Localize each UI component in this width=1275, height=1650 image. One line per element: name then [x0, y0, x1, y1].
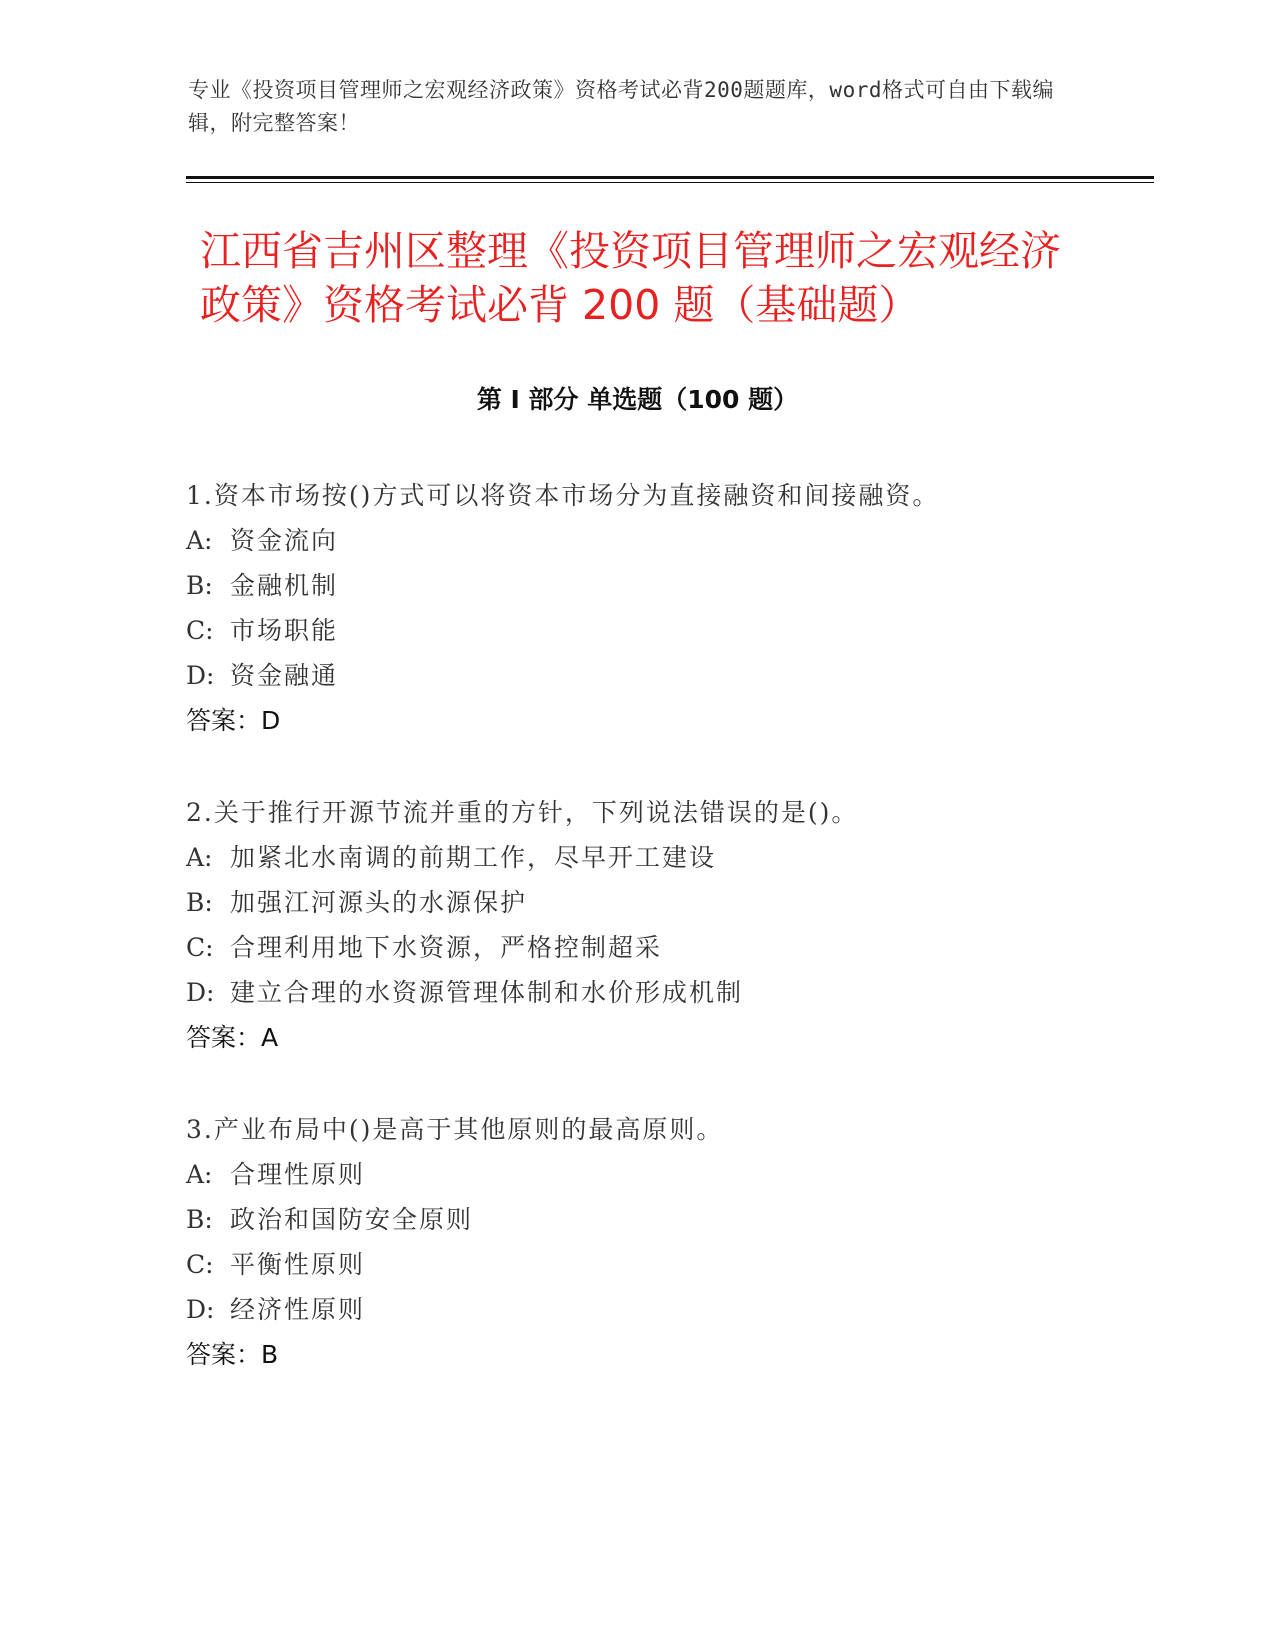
header-note: 专业《投资项目管理师之宏观经济政策》资格考试必背200题题库，word格式可自由下载编辑，附完整答案！	[188, 78, 1054, 135]
option-letter: A:	[186, 526, 213, 555]
option-letter: D:	[186, 661, 215, 690]
option-text: 资金流向	[230, 526, 339, 555]
option-letter: D:	[186, 1295, 215, 1324]
answer-value: D	[261, 706, 281, 735]
option-b	[186, 1197, 1136, 1242]
option-letter: D:	[186, 978, 215, 1007]
option-c	[186, 1242, 1136, 1287]
option-a	[186, 1152, 1136, 1197]
option-text: 合理性原则	[230, 1160, 366, 1189]
document-title: 江西省吉州区整理《投资项目管理师之宏观经济政策》资格考试必背 200 题（基础题）	[200, 227, 1061, 329]
section-heading: 第 I 部分 单选题（100 题）	[476, 385, 799, 414]
question-stem: 2.关于推行开源节流并重的方针，下列说法错误的是()。	[186, 798, 859, 827]
option-text: 加紧北水南调的前期工作，尽早开工建设	[230, 843, 717, 872]
question-3	[186, 1107, 1136, 1377]
question-stem: 1.资本市场按()方式可以将资本市场分为直接融资和间接融资。	[186, 481, 940, 510]
option-d	[186, 1287, 1136, 1332]
header-rule-thin	[186, 182, 1154, 183]
question-1	[186, 473, 1136, 743]
header-rule-thick	[186, 176, 1154, 179]
answer-label: 答案：	[186, 706, 262, 735]
answer-label: 答案：	[186, 1340, 262, 1369]
option-text: 经济性原则	[230, 1295, 366, 1324]
option-text: 建立合理的水资源管理体制和水价形成机制	[230, 978, 744, 1007]
option-text: 平衡性原则	[230, 1250, 366, 1279]
option-letter: C:	[186, 616, 214, 645]
answer-label: 答案：	[186, 1023, 262, 1052]
option-text: 政治和国防安全原则	[230, 1205, 474, 1234]
option-c	[186, 925, 1136, 970]
option-c	[186, 608, 1136, 653]
answer-line	[186, 1332, 1136, 1377]
option-b	[186, 880, 1136, 925]
option-letter: A:	[186, 843, 213, 872]
option-letter: B:	[186, 571, 213, 600]
answer-line	[186, 1015, 1136, 1060]
answer-value: B	[261, 1340, 279, 1369]
option-b	[186, 563, 1136, 608]
option-a	[186, 518, 1136, 563]
question-2	[186, 790, 1136, 1060]
option-text: 加强江河源头的水源保护	[230, 888, 528, 917]
answer-line	[186, 698, 1136, 743]
option-text: 市场职能	[230, 616, 339, 645]
option-letter: B:	[186, 888, 213, 917]
question-stem: 3.产业布局中()是高于其他原则的最高原则。	[186, 1115, 724, 1144]
option-text: 合理利用地下水资源，严格控制超采	[230, 933, 663, 962]
option-letter: A:	[186, 1160, 213, 1189]
option-letter: C:	[186, 933, 214, 962]
option-letter: C:	[186, 1250, 214, 1279]
option-text: 金融机制	[230, 571, 339, 600]
option-letter: B:	[186, 1205, 213, 1234]
option-d	[186, 653, 1136, 698]
answer-value: A	[261, 1023, 279, 1052]
option-d	[186, 970, 1136, 1015]
option-a	[186, 835, 1136, 880]
option-text: 资金融通	[230, 661, 339, 690]
